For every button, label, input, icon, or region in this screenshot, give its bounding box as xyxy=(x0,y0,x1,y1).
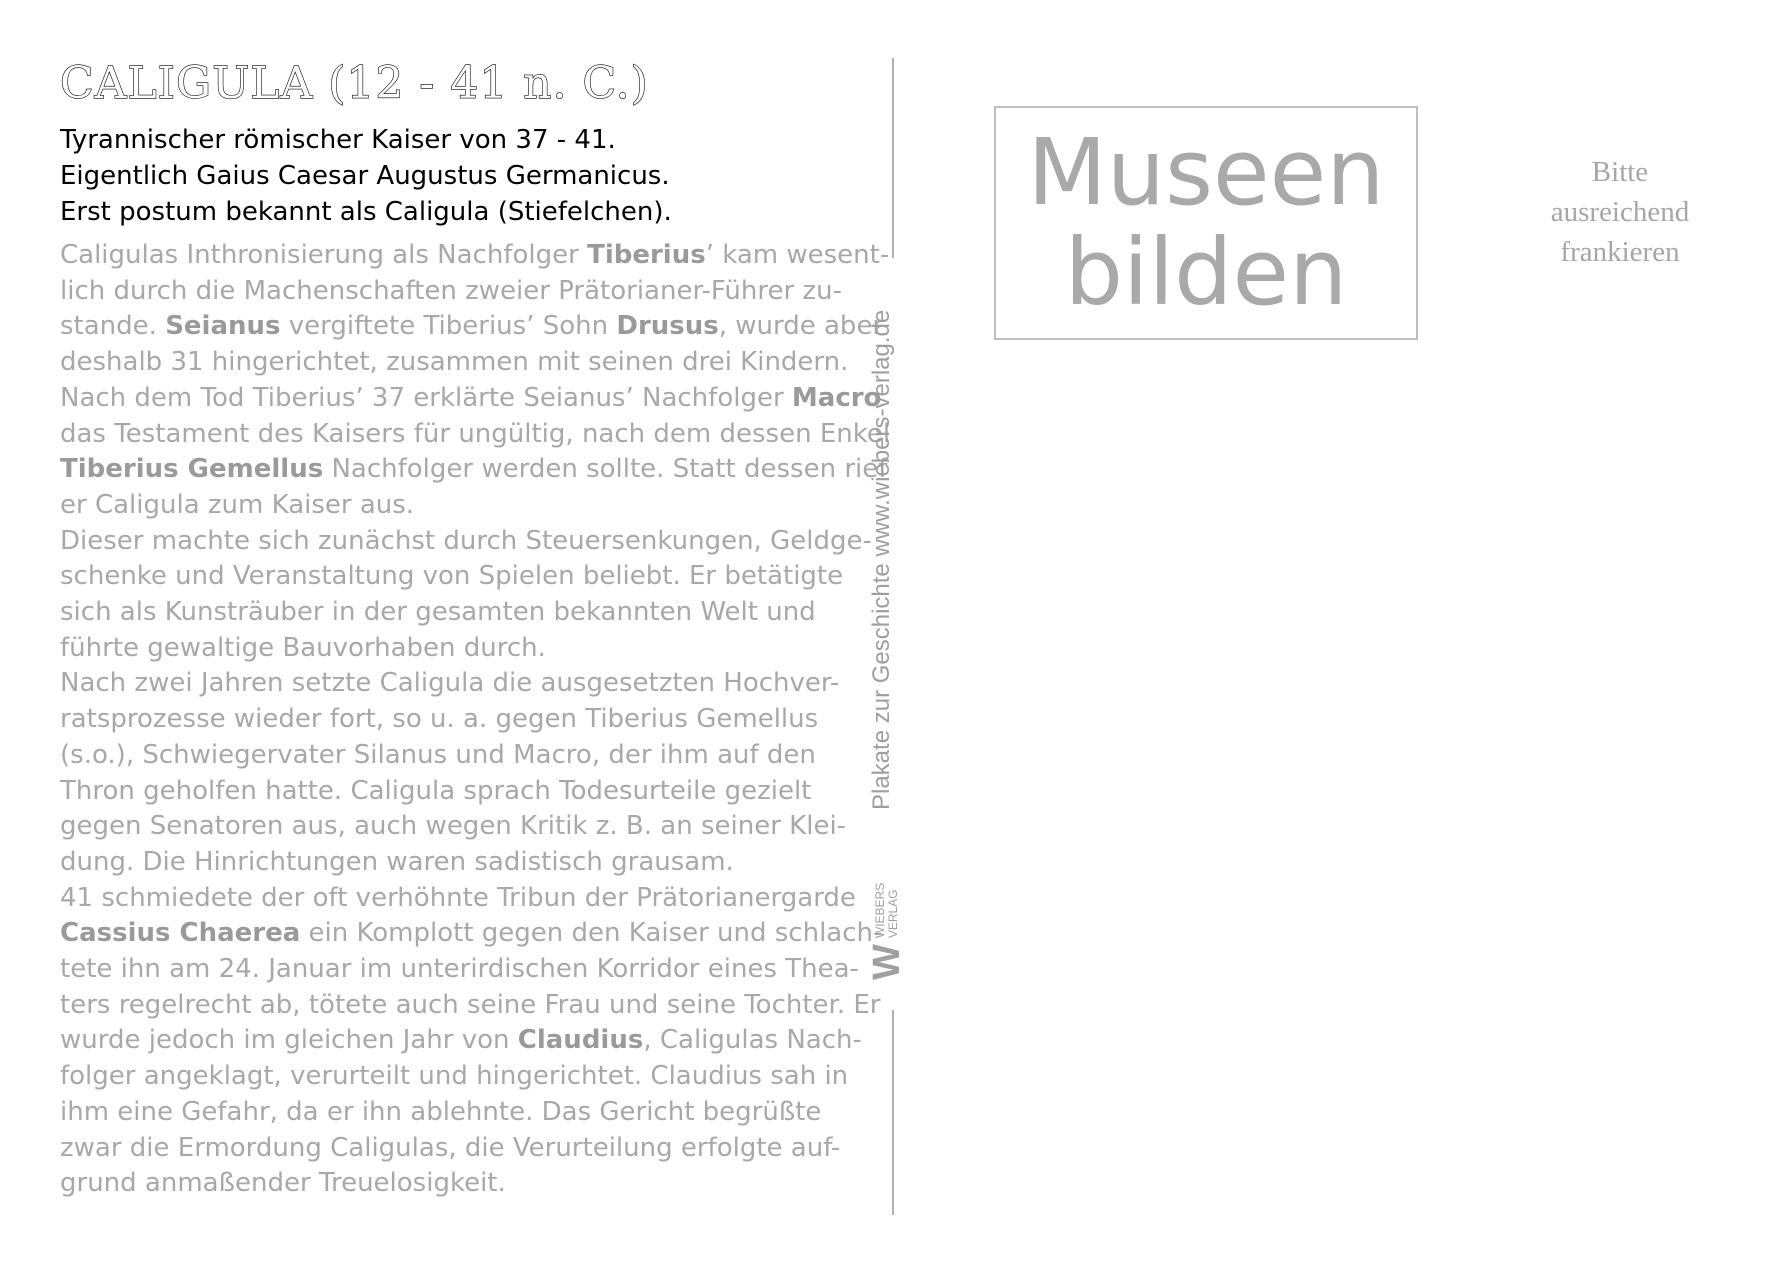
body-segment: tete ihn am 24. Januar im unterirdischen Korridor eines Thea- xyxy=(60,954,859,985)
body-line xyxy=(60,345,860,381)
body-segment: sich als Kunsträuber in der gesamten bekannten Welt und xyxy=(60,597,816,628)
postage-line: Bitte xyxy=(1591,156,1649,188)
body-line xyxy=(60,774,860,810)
body-name-bold: Claudius xyxy=(517,1025,644,1056)
logo-words xyxy=(874,883,900,938)
divider-top xyxy=(892,58,894,258)
body-segment: ein Komplott gegen den Kaiser und schlach- xyxy=(300,918,883,949)
body-line xyxy=(60,702,860,738)
body-segment: ratsprozesse wieder fort, so u. a. gegen Tiberius Gemellus xyxy=(60,704,819,735)
body-segment: dung. Die Hinrichtungen waren sadistisch grausam. xyxy=(60,846,734,877)
body-segment: deshalb 31 hingerichtet, zusammen mit seinen drei Kindern. xyxy=(60,347,849,378)
stamp-box xyxy=(994,106,1418,340)
body-name-bold: Macro xyxy=(791,382,882,413)
body-name-bold: Seianus xyxy=(165,311,281,342)
body-segment: Nach dem Tod Tiberius’ 37 erklärte Seianus’ Nachfolger xyxy=(60,382,792,413)
body-segment: Caligulas Inthronisierung als Nachfolger xyxy=(60,240,588,270)
body-segment: zwar die Ermordung Caligulas, die Verurteilung erfolgte auf- xyxy=(60,1132,841,1163)
body-line xyxy=(60,738,860,774)
body-line xyxy=(60,1131,860,1167)
body-line xyxy=(60,1023,860,1059)
page-title: CALIGULA (12 - 41 n. C.) xyxy=(60,58,649,109)
body-line xyxy=(60,238,890,274)
body-segment: ters regelrecht ab, tötete auch seine Frau und seine Tochter. Er xyxy=(60,989,881,1020)
body-segment: Nach zwei Jahren setzte Caligula die ausgesetzten Hochver- xyxy=(60,668,840,699)
publisher-logo xyxy=(868,883,906,980)
stamp-line-1: Museen xyxy=(1027,119,1385,226)
body-line xyxy=(60,1095,860,1131)
body-segment: ihm eine Gefahr, da er ihn ablehnte. Das Gericht begrüßte xyxy=(60,1096,822,1127)
body-segment: wurde jedoch im gleichen Jahr von xyxy=(60,1025,518,1056)
body-line xyxy=(60,988,881,1024)
body-line xyxy=(60,309,884,345)
body-line xyxy=(60,666,860,702)
body-segment: ’ kam wesent- xyxy=(705,240,890,270)
body-segment: , wurde aber xyxy=(718,311,884,342)
body-line xyxy=(60,488,860,524)
body-line xyxy=(60,417,891,453)
body-segment: stande. xyxy=(60,311,166,342)
body-segment: führte gewaltige Bauvorhaben durch. xyxy=(60,632,546,663)
body-segment: lich durch die Machenschaften zweier Prätorianer-Führer zu- xyxy=(60,275,842,306)
body-line xyxy=(60,595,860,631)
body-segment: das Testament des Kaisers für ungültig, nach dem dessen Enkel xyxy=(60,418,891,449)
logo-mark: W xyxy=(866,950,908,980)
body-segment: Thron geholfen hatte. Caligula sprach Todesurteile gezielt xyxy=(60,775,812,806)
publisher-vertical-text: Plakate zur Geschichte www.wiebers-verlag.de xyxy=(868,309,895,810)
intro-line: Tyrannischer römischer Kaiser von 37 - 41. xyxy=(60,125,616,155)
body-segment: gegen Senatoren aus, auch wegen Kritik z. B. an seiner Klei- xyxy=(60,811,847,842)
intro xyxy=(60,122,820,230)
divider-bottom xyxy=(892,1010,894,1215)
body-line xyxy=(60,381,882,417)
body-segment: , Caligulas Nach- xyxy=(643,1025,862,1056)
body-line xyxy=(60,1166,860,1202)
body-name-bold: Tiberius xyxy=(587,240,706,270)
logo-word: WIEBERS xyxy=(873,882,887,939)
body-segment: folger angeklagt, verurteilt und hingerichtet. Claudius sah in xyxy=(60,1061,849,1092)
body-line xyxy=(60,274,860,310)
body-segment: schenke und Veranstaltung von Spielen beliebt. Er betätigte xyxy=(60,561,844,592)
body-line xyxy=(60,881,860,917)
postage-line: frankieren xyxy=(1560,236,1680,268)
body-line xyxy=(60,809,860,845)
body-segment: Nachfolger werden sollte. Statt dessen rief xyxy=(323,454,888,485)
body-line xyxy=(60,559,860,595)
body-segment: er Caligula zum Kaiser aus. xyxy=(60,489,415,520)
intro-line: Eigentlich Gaius Caesar Augustus Germanicus. xyxy=(60,161,670,191)
body-line xyxy=(60,452,888,488)
body-name-bold: Cassius Chaerea xyxy=(60,918,301,949)
body-name-bold: Tiberius Gemellus xyxy=(60,454,324,485)
body-line xyxy=(60,952,860,988)
body-line xyxy=(60,1059,860,1095)
body-segment: (s.o.), Schwiegervater Silanus und Macro, der ihm auf den xyxy=(60,739,816,770)
stamp-line-2: bilden xyxy=(1064,219,1348,326)
postage-line: ausreichend xyxy=(1550,196,1690,228)
body-line xyxy=(60,845,860,881)
body-line xyxy=(60,524,872,560)
body-segment: Dieser machte sich zunächst durch Steuersenkungen, Geldge- xyxy=(60,525,872,556)
body-segment: vergiftete Tiberius’ Sohn xyxy=(280,311,617,342)
body-line xyxy=(60,631,860,667)
intro-line: Erst postum bekannt als Caligula (Stiefelchen). xyxy=(60,197,672,227)
body-segment: 41 schmiedete der oft verhöhnte Tribun der Prätorianergarde xyxy=(60,882,856,913)
logo-word: VERLAG xyxy=(886,889,900,939)
body-name-bold: Drusus xyxy=(616,311,719,342)
postage-note xyxy=(1490,152,1750,272)
body-segment: grund anmaßender Treuelosigkeit. xyxy=(60,1168,506,1199)
body-line xyxy=(60,916,883,952)
